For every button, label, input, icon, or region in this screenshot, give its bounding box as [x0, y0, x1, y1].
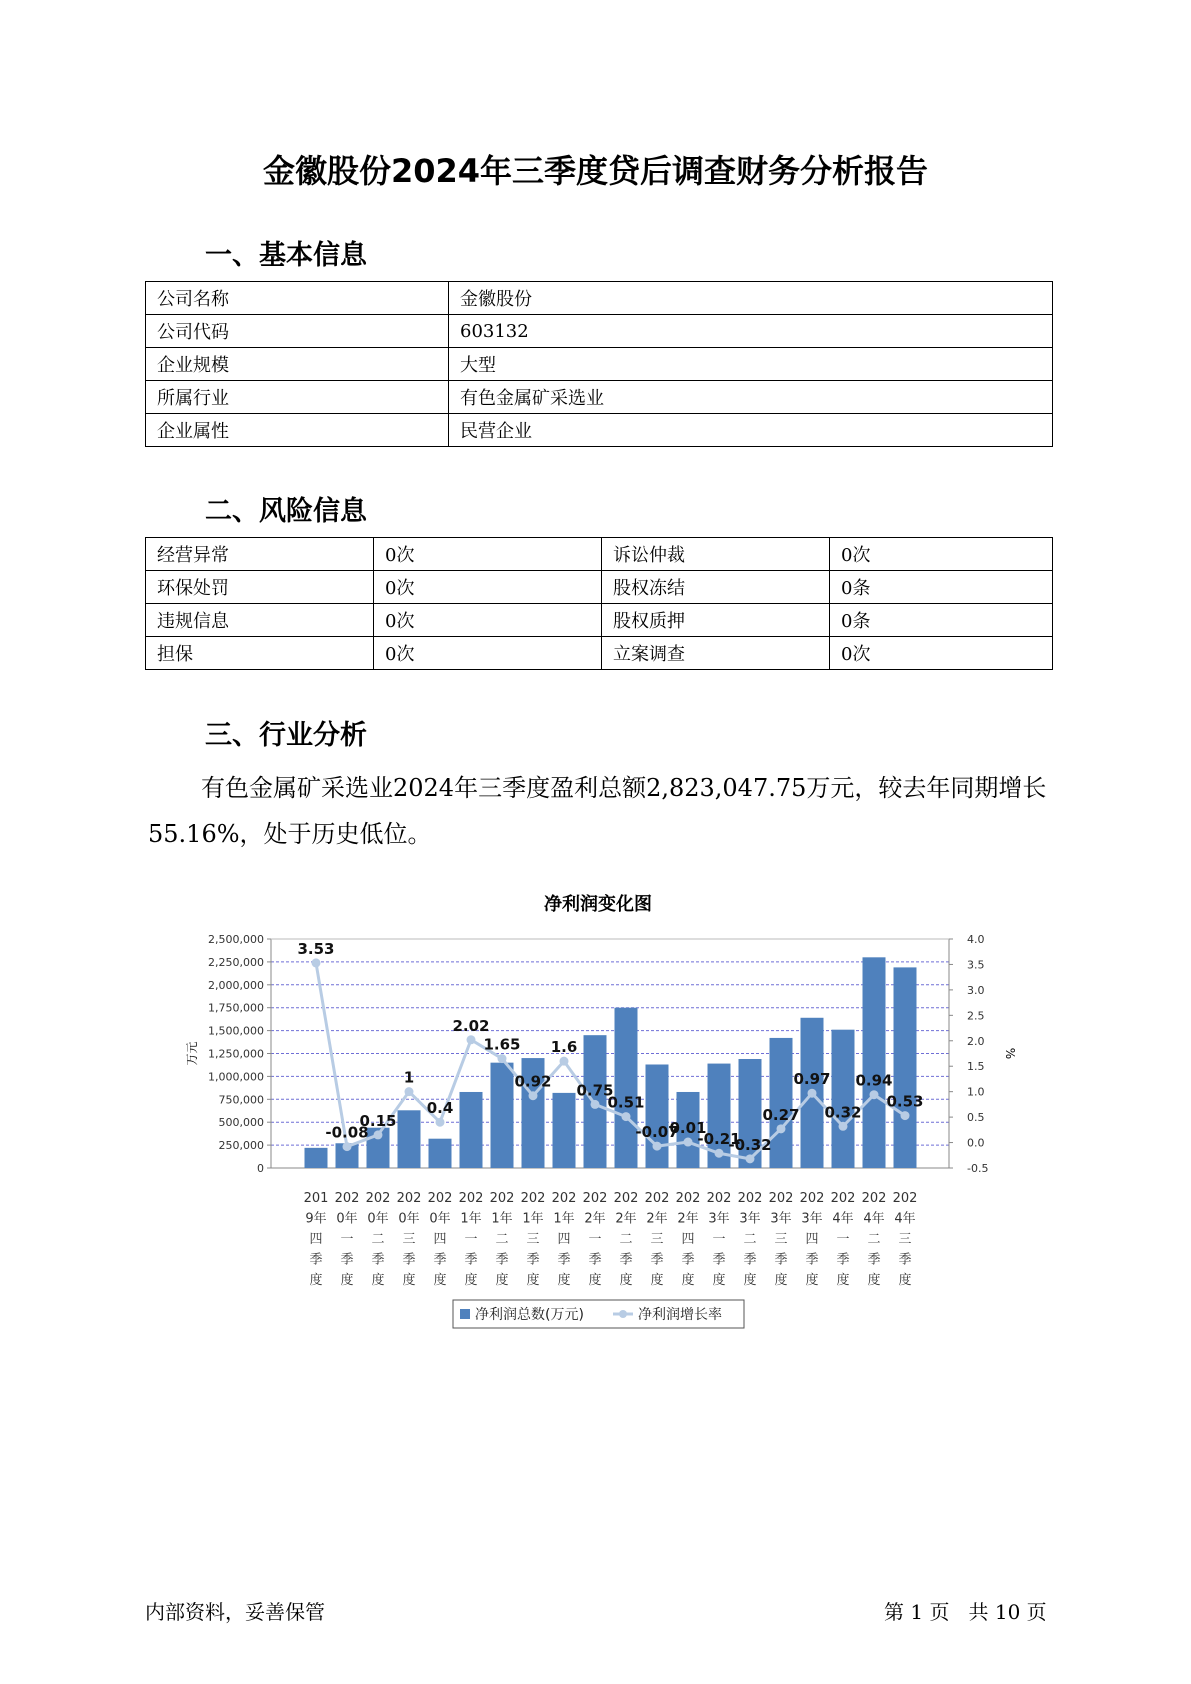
- y2-tick-label: 1.0: [967, 1085, 985, 1099]
- risk-label: 经营异常: [146, 538, 374, 571]
- x-tick-label: 201 9年四季度: [303, 1191, 329, 1288]
- x-tick-label: 202 0年四季度: [427, 1191, 453, 1288]
- y-tick-label: 2,250,000: [208, 955, 264, 969]
- growth-data-label: -0.21: [697, 1130, 741, 1149]
- x-tick-label: 202 4年一季度: [830, 1191, 856, 1288]
- x-tick-label: 202 2年一季度: [582, 1191, 608, 1288]
- x-tick-label: 202 1年一季度: [458, 1191, 484, 1288]
- growth-point: [591, 1100, 600, 1109]
- growth-data-label: 3.53: [297, 939, 335, 958]
- y-tick-label: 2,000,000: [208, 978, 264, 992]
- risk-value: 0次: [830, 538, 1053, 571]
- growth-point: [622, 1112, 631, 1121]
- basic-info-value: 金徽股份: [449, 282, 1053, 315]
- risk-value: 0次: [374, 571, 602, 604]
- y2-axis-label: %: [1003, 1047, 1017, 1060]
- y-tick-label: 2,500,000: [208, 933, 264, 946]
- basic-info-label: 企业规模: [146, 348, 449, 381]
- risk-info-table: [145, 537, 1053, 670]
- legend-bar-swatch: [460, 1309, 470, 1319]
- x-tick-label: 202 2年三季度: [644, 1191, 670, 1288]
- x-tick-label: 202 1年四季度: [551, 1191, 577, 1288]
- basic-info-label: 公司代码: [146, 315, 449, 348]
- x-tick-label: 202 4年二季度: [861, 1191, 887, 1288]
- x-tick-label: 202 0年二季度: [365, 1191, 391, 1288]
- risk-value: 0次: [374, 637, 602, 670]
- basic-info-table: [145, 281, 1053, 447]
- risk-value: 0条: [830, 571, 1053, 604]
- y2-tick-label: 3.0: [967, 983, 985, 997]
- x-tick-label: 202 1年二季度: [489, 1191, 515, 1288]
- basic-info-label: 所属行业: [146, 381, 449, 414]
- risk-info-row: [146, 571, 1053, 604]
- x-tick-label: 202 3年三季度: [768, 1191, 794, 1288]
- growth-point: [870, 1090, 879, 1099]
- footer-confidential: 内部资料，妥善保管: [145, 1600, 325, 1624]
- bar: [305, 1148, 328, 1168]
- growth-data-label: 0.27: [762, 1105, 800, 1124]
- risk-value: 0次: [374, 604, 602, 637]
- bar: [770, 1038, 793, 1168]
- growth-data-label: 0.92: [514, 1072, 552, 1091]
- growth-data-label: 0.94: [855, 1071, 893, 1090]
- growth-point: [312, 958, 321, 967]
- growth-data-label: 0.01: [669, 1119, 707, 1138]
- growth-data-label: -0.32: [728, 1135, 772, 1154]
- basic-info-row: [146, 282, 1053, 315]
- growth-data-label: 1: [403, 1068, 415, 1087]
- basic-info-row: [146, 315, 1053, 348]
- y-tick-label: 1,250,000: [208, 1047, 264, 1061]
- basic-info-label: 企业属性: [146, 414, 449, 447]
- footer-page-number: 第 1 页 共 10 页: [884, 1600, 1047, 1624]
- growth-data-label: 0.32: [824, 1103, 862, 1122]
- bar: [398, 1110, 421, 1168]
- growth-data-label: 0.15: [359, 1111, 397, 1130]
- risk-label: 股权质押: [602, 604, 830, 637]
- growth-data-label: 1.6: [550, 1038, 578, 1057]
- growth-point: [467, 1035, 476, 1044]
- basic-info-value: 大型: [449, 348, 1053, 381]
- y-tick-label: 1,000,000: [208, 1070, 264, 1084]
- basic-info-value: 有色金属矿采选业: [449, 381, 1053, 414]
- legend-bar-label: 净利润总数(万元): [475, 1307, 584, 1323]
- y-tick-label: 250,000: [218, 1139, 264, 1153]
- section-industry-heading: 三、行业分析: [205, 720, 367, 751]
- growth-point: [436, 1118, 445, 1127]
- growth-point: [405, 1087, 414, 1096]
- bar: [894, 967, 917, 1168]
- x-tick-label: 202 0年三季度: [396, 1191, 422, 1288]
- growth-point: [498, 1054, 507, 1063]
- growth-point: [746, 1154, 755, 1163]
- risk-label: 股权冻结: [602, 571, 830, 604]
- y-tick-label: 500,000: [218, 1116, 264, 1130]
- x-tick-label: 202 4年三季度: [892, 1191, 918, 1288]
- y-tick-label: 0: [257, 1162, 264, 1175]
- x-tick-label: 202 3年四季度: [799, 1191, 825, 1288]
- net-profit-chart: [0, 880, 1191, 1340]
- growth-point: [715, 1149, 724, 1158]
- risk-info-row: [146, 538, 1053, 571]
- growth-data-label: -0.07: [635, 1123, 679, 1142]
- basic-info-row: [146, 414, 1053, 447]
- y2-tick-label: 2.0: [967, 1034, 985, 1048]
- bar: [832, 1030, 855, 1168]
- risk-label: 立案调查: [602, 637, 830, 670]
- x-tick-label: 202 3年一季度: [706, 1191, 732, 1288]
- growth-point: [653, 1142, 662, 1151]
- bar: [491, 1063, 514, 1168]
- growth-point: [560, 1057, 569, 1066]
- risk-label: 诉讼仲裁: [602, 538, 830, 571]
- industry-paragraph: 有色金属矿采选业2024年三季度盈利总额2,823,047.75万元，较去年同期增长55.16%，处于历史低位。: [148, 774, 1047, 848]
- y-tick-label: 1,500,000: [208, 1024, 264, 1038]
- risk-label: 环保处罚: [146, 571, 374, 604]
- basic-info-value: 603132: [449, 315, 1053, 348]
- section-risk-info-heading: 二、风险信息: [205, 496, 367, 527]
- growth-point: [343, 1142, 352, 1151]
- growth-point: [901, 1111, 910, 1120]
- growth-point: [777, 1124, 786, 1133]
- y-tick-label: 1,750,000: [208, 1001, 264, 1015]
- growth-point: [684, 1138, 693, 1147]
- x-tick-label: 202 2年二季度: [613, 1191, 639, 1288]
- bar: [863, 957, 886, 1168]
- chart-title: 净利润变化图: [544, 894, 652, 915]
- growth-data-label: -0.08: [325, 1123, 369, 1142]
- risk-value: 0次: [374, 538, 602, 571]
- basic-info-value: 民营企业: [449, 414, 1053, 447]
- bar: [460, 1092, 483, 1168]
- risk-label: 担保: [146, 637, 374, 670]
- growth-point: [374, 1130, 383, 1139]
- risk-value: 0条: [830, 604, 1053, 637]
- y2-tick-label: 1.5: [967, 1060, 985, 1074]
- growth-data-label: 0.51: [607, 1093, 645, 1112]
- growth-data-label: 0.97: [793, 1070, 831, 1089]
- growth-point: [839, 1122, 848, 1131]
- basic-info-label: 公司名称: [146, 282, 449, 315]
- growth-point: [529, 1091, 538, 1100]
- y2-tick-label: 0.0: [967, 1136, 985, 1150]
- x-tick-label: 202 1年三季度: [520, 1191, 546, 1288]
- x-tick-label: 202 0年一季度: [334, 1191, 360, 1288]
- y2-tick-label: 4.0: [967, 933, 985, 946]
- growth-data-label: 1.65: [483, 1035, 521, 1054]
- risk-info-row: [146, 604, 1053, 637]
- y2-tick-label: 0.5: [967, 1111, 985, 1125]
- x-tick-label: 202 3年二季度: [737, 1191, 763, 1288]
- y-axis-label: 万元: [185, 1041, 199, 1066]
- risk-info-row: [146, 637, 1053, 670]
- bar: [429, 1139, 452, 1168]
- y-tick-label: 750,000: [218, 1093, 264, 1107]
- y2-tick-label: 3.5: [967, 958, 985, 972]
- growth-data-label: 0.4: [426, 1099, 454, 1118]
- y2-tick-label: 2.5: [967, 1009, 985, 1023]
- risk-value: 0次: [830, 637, 1053, 670]
- report-title: 金徽股份2024年三季度贷后调查财务分析报告: [262, 152, 929, 190]
- growth-data-label: 0.75: [576, 1081, 614, 1100]
- legend-line-label: 净利润增长率: [638, 1307, 722, 1323]
- legend-line-marker: [619, 1310, 627, 1318]
- basic-info-row: [146, 381, 1053, 414]
- bar: [553, 1093, 576, 1168]
- bar: [646, 1064, 669, 1168]
- growth-data-label: 2.02: [452, 1016, 490, 1035]
- bar: [615, 1008, 638, 1168]
- section-basic-info-heading: 一、基本信息: [205, 240, 367, 271]
- growth-data-label: 0.53: [886, 1092, 924, 1111]
- x-tick-label: 202 2年四季度: [675, 1191, 701, 1288]
- basic-info-row: [146, 348, 1053, 381]
- risk-label: 违规信息: [146, 604, 374, 637]
- y2-tick-label: -0.5: [967, 1162, 989, 1175]
- growth-point: [808, 1089, 817, 1098]
